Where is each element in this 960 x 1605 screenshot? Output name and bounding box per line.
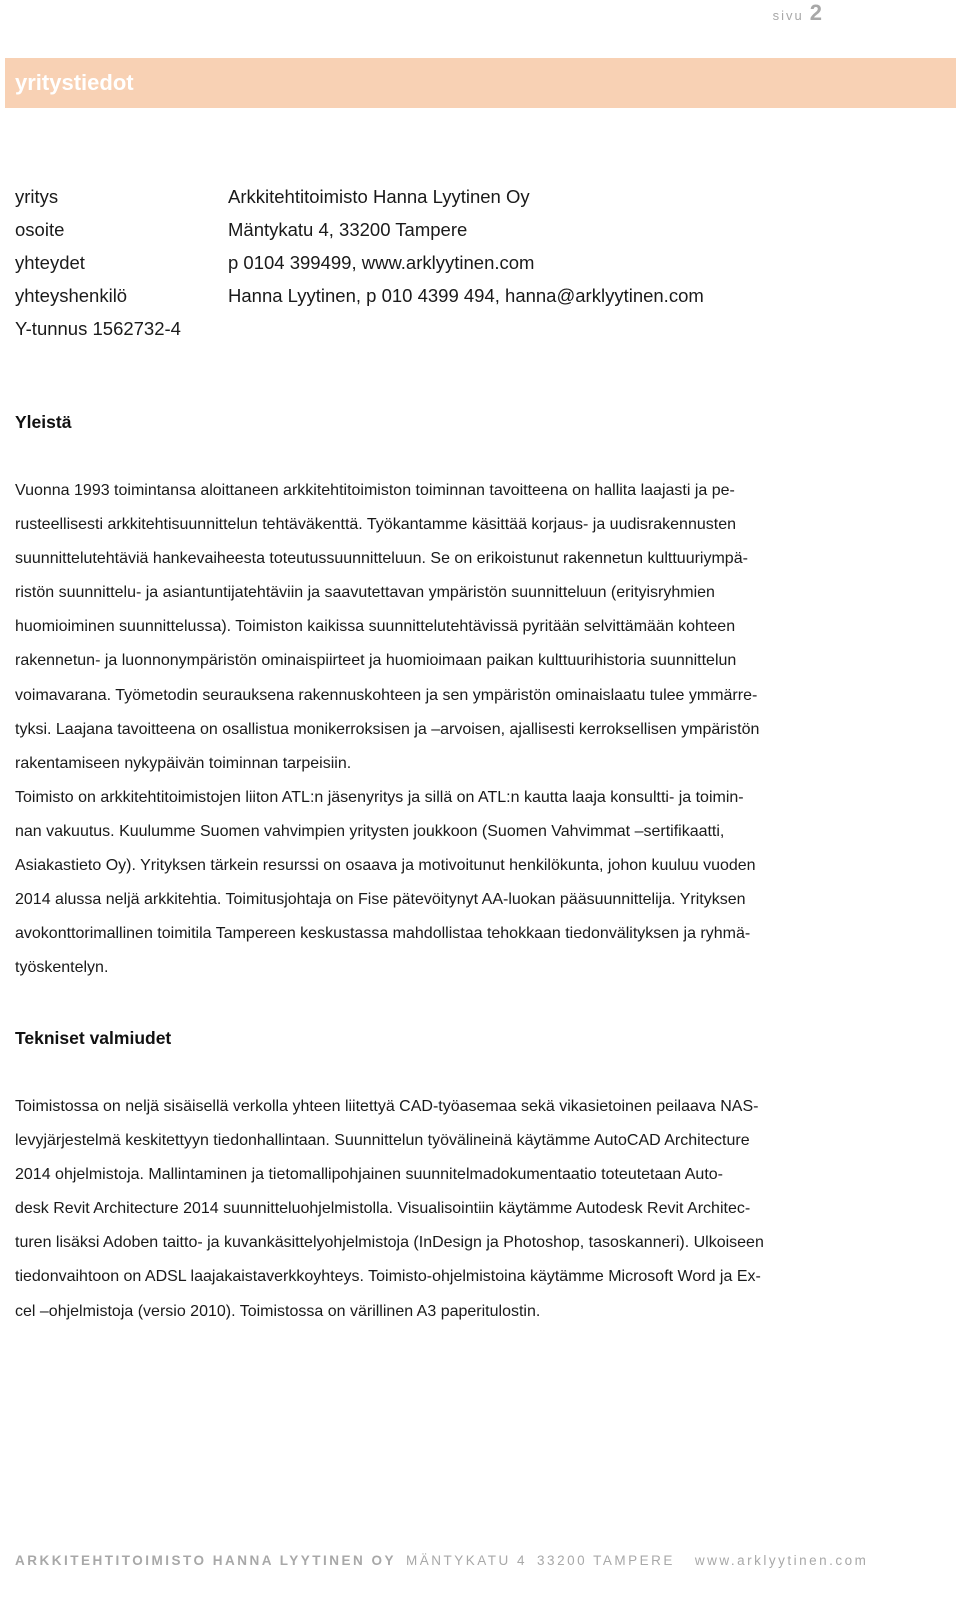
paragraph-line: voimavarana. Työmetodin seurauksena rakennuskohteen ja sen ympäristön ominaislaatu tulee ymmärre- [15,686,758,704]
paragraph-line: Asiakastieto Oy). Yrityksen tärkein resurssi on osaava ja motivoitunut henkilökunta, johon kuuluu vuoden [15,857,756,875]
info-value: Mäntykatu 4, 33200 Tampere [228,218,468,240]
paragraph-line: turen lisäksi Adoben taitto- ja kuvankäsittelyohjelmistoja (InDesign ja Photoshop, tasoskanneri). Ulkoiseen [15,1234,764,1252]
info-row-address [15,213,704,246]
info-label: yhteyshenkilö [15,284,128,306]
page-number-value: 2 [809,0,822,25]
info-value: p 0104 399499, www.arklyytinen.com [228,251,535,273]
company-info [15,180,704,345]
section-heading-technical: Tekniset valmiudet [15,1028,172,1048]
info-value: Arkkitehtitoimisto Hanna Lyytinen Oy [228,185,530,207]
section-heading-general: Yleistä [15,412,72,432]
paragraph-line: rusteellisesti arkkitehtisuunnittelun tehtäväkenttä. Työkantamme käsittää korjaus- ja uudisrakennusten [15,516,736,534]
info-value: Hanna Lyytinen, p 010 4399 494, hanna@arklyytinen.com [228,284,704,306]
paragraph-line: cel –ohjelmistoja (versio 2010). Toimistossa on värillinen A3 paperitulostin. [15,1302,541,1320]
paragraph-line: nan vakuutus. Kuulumme Suomen vahvimpien yritysten joukkoon (Suomen Vahvimmat –sertifikaatti, [15,822,725,840]
band-title: yritystiedot [15,70,134,95]
paragraph-line: rakentamiseen nykypäivän toiminnan tarpeisiin. [15,754,352,772]
info-label: yhteydet [15,251,85,273]
general-paragraph [15,474,759,985]
info-row-business-id [15,312,704,345]
paragraph-line: rakennetun- ja luonnonympäristön ominaispiirteet ja huomioimaan paikan kulttuurihistoria suunnittelun [15,652,737,670]
business-id: Y-tunnus 1562732-4 [15,317,181,339]
paragraph-line: huomioiminen suunnittelussa). Toimiston kaikissa suunnittelutehtävissä pyritään selvittämään kohteen [15,618,736,636]
paragraph-line: desk Revit Architecture 2014 suunnitteluohjelmistolla. Visualisointiin käytämme Autodesk Revit Architec- [15,1200,751,1218]
info-label: osoite [15,218,65,240]
footer [15,1550,868,1570]
info-row-company [15,180,704,213]
footer-postal: 33200 TAMPERE [537,1552,675,1568]
paragraph-line: tyksi. Laajana tavoitteena on osallistua monikerroksisen ja –arvoisen, ajallisesti kerroksellisen ympäristön [15,720,760,738]
info-row-contacts [15,246,704,279]
paragraph-line: työskentelyn. [15,959,109,977]
footer-company: ARKKITEHTITOIMISTO HANNA LYYTINEN OY [15,1552,397,1568]
footer-address: MÄNTYKATU 4 [406,1552,528,1568]
technical-paragraph [15,1090,764,1329]
page-number-label: sivu [772,8,804,23]
paragraph-line: Vuonna 1993 toimintansa aloittaneen arkkitehtitoimiston toiminnan tavoitteena on hallita laajasti ja pe- [15,482,735,499]
paragraph-line: 2014 alussa neljä arkkitehtia. Toimitusjohtaja on Fise pätevöitynyt AA-luokan pääsuunnittelija. Yrityksen [15,891,746,909]
paragraph-line: avokonttorimallinen toimitila Tampereen keskustassa mahdollistaa tehokkaan tiedonvälityksen ja ryhmä- [15,925,751,943]
section-band [5,58,956,108]
page-number [773,0,822,28]
paragraph-line: 2014 ohjelmistoja. Mallintaminen ja tietomallipohjainen suunnitelmadokumentaatio toteutetaan Auto- [15,1166,723,1184]
info-label: yritys [15,185,59,207]
paragraph-line: tiedonvaihtoon on ADSL laajakaistaverkkoyhteys. Toimisto-ohjelmistoina käytämme Microsoft Word ja Ex- [15,1268,761,1286]
info-row-contact-person [15,279,704,312]
paragraph-line: levyjärjestelmä keskitettyyn tiedonhallintaan. Suunnittelun työvälineinä käytämme AutoCAD Architecture [15,1132,750,1150]
paragraph-line: ristön suunnittelu- ja asiantuntijatehtäviin ja saavutettavan ympäristön suunnitteluun (erityisryhmien [15,584,715,602]
paragraph-line: Toimisto on arkkitehtitoimistojen liiton ATL:n jäsenyritys ja sillä on ATL:n kautta laaja konsultti- ja toimin- [15,788,744,806]
paragraph-line: Toimistossa on neljä sisäisellä verkolla yhteen liitettyä CAD-työasemaa sekä vikasietoinen peilaava NAS- [15,1098,759,1115]
paragraph-line: suunnittelutehtäviä hankevaiheesta toteutussuunnitteluun. Se on erikoistunut rakennetun kulttuuriympä- [15,550,748,568]
footer-web: www.arklyytinen.com [694,1552,869,1568]
